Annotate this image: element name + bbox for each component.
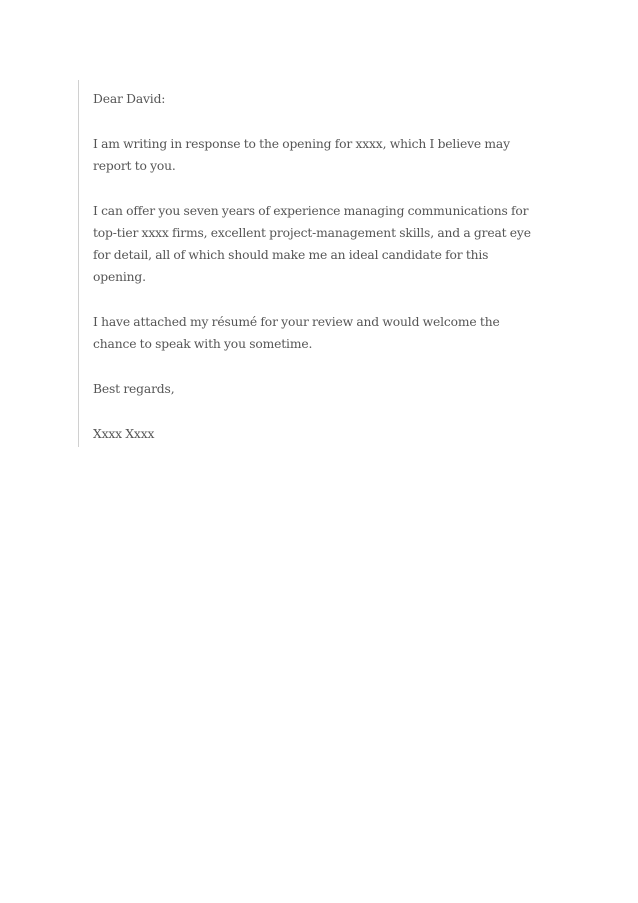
paragraph-opening: I am writing in response to the opening for xxxx, which I believe may report to you. (93, 137, 510, 173)
closing: Best regards, (93, 382, 175, 396)
salutation: Dear David: (93, 92, 166, 106)
letter-body (78, 80, 533, 447)
paragraph-experience: I can offer you seven years of experience managing communications for top-tier xxxx firms, excellent project-management skills, and a great eye for detail, all of which should make me an ideal candidate for this opening. (93, 204, 531, 284)
paragraph-resume: I have attached my résumé for your review and would welcome the chance to speak with you sometime. (93, 315, 500, 351)
signature: Xxxx Xxxx (93, 427, 155, 441)
